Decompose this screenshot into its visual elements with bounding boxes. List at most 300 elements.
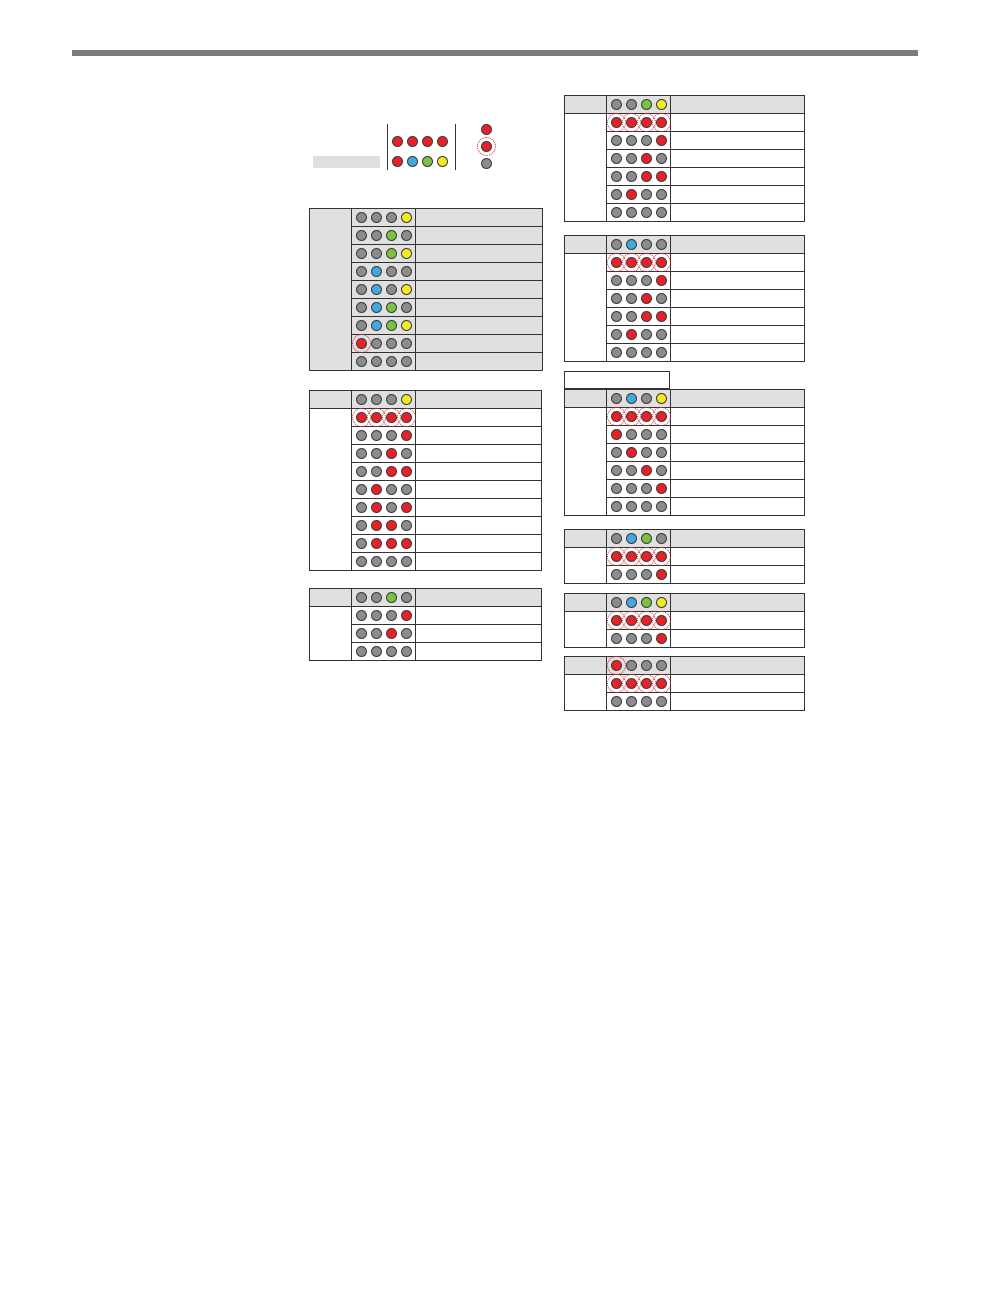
led-off-icon: [626, 99, 637, 110]
led-off-icon: [656, 153, 667, 164]
led-off-icon: [611, 597, 622, 608]
led-green-icon: [386, 302, 397, 313]
table-row: [310, 409, 542, 427]
led-off-icon: [626, 293, 637, 304]
led-pattern-cell: [607, 254, 671, 272]
led-off-icon: [401, 302, 412, 313]
led-group-table-7: [564, 529, 805, 584]
led-off-icon: [656, 447, 667, 458]
led-off-icon: [386, 610, 397, 621]
led-off-icon: [611, 99, 622, 110]
led-pattern-cell: [607, 290, 671, 308]
group-label-cell: [565, 612, 607, 648]
led-yellow-icon: [656, 393, 667, 404]
led-flashing-red-icon: [611, 551, 622, 562]
led-pattern-cell: [352, 335, 416, 353]
led-off-icon: [371, 248, 382, 259]
led-green-icon: [386, 592, 397, 603]
legend-divider-left: [387, 124, 388, 170]
led-blue-icon: [371, 302, 382, 313]
led-off-icon: [386, 212, 397, 223]
led-off-icon: [356, 394, 367, 405]
led-off-icon: [641, 135, 652, 146]
led-off-icon: [611, 569, 622, 580]
table-header-row: [310, 209, 543, 227]
description-cell: [416, 353, 543, 371]
led-off-icon: [656, 660, 667, 671]
led-flashing-red-icon: [611, 660, 622, 671]
led-off-icon: [626, 429, 637, 440]
led-green-icon: [641, 99, 652, 110]
led-pattern-cell: [607, 326, 671, 344]
led-off-icon: [371, 230, 382, 241]
led-group-table-1: [309, 208, 543, 371]
led-off-icon: [386, 646, 397, 657]
led-red-icon: [392, 156, 403, 167]
led-off-icon: [641, 483, 652, 494]
led-off-icon: [611, 393, 622, 404]
led-off-icon: [401, 338, 412, 349]
led-group-table-5: [564, 235, 805, 362]
led-flashing-red-icon: [356, 338, 367, 349]
description-cell: [416, 499, 542, 517]
group-label-cell: [565, 96, 607, 114]
led-pattern-cell: [607, 408, 671, 426]
description-cell: [671, 132, 805, 150]
led-red-icon: [371, 520, 382, 531]
led-off-icon: [641, 569, 652, 580]
led-pattern-cell: [352, 391, 416, 409]
led-off-icon: [356, 448, 367, 459]
led-off-icon: [626, 135, 637, 146]
led-off-icon: [656, 347, 667, 358]
led-off-icon: [356, 320, 367, 331]
led-red-icon: [611, 429, 622, 440]
led-off-icon: [401, 592, 412, 603]
led-red-icon: [386, 520, 397, 531]
led-red-icon: [656, 569, 667, 580]
group-label-cell: [565, 114, 607, 222]
led-red-icon: [371, 538, 382, 549]
led-pattern-cell: [607, 480, 671, 498]
led-off-icon: [401, 448, 412, 459]
led-flashing-red-icon: [481, 141, 492, 152]
led-off-icon: [641, 660, 652, 671]
led-off-icon: [356, 592, 367, 603]
description-cell: [416, 481, 542, 499]
table-spacer: [564, 371, 670, 389]
description-cell: [671, 308, 805, 326]
led-flashing-red-icon: [401, 412, 412, 423]
description-cell: [671, 168, 805, 186]
description-cell: [416, 227, 543, 245]
led-flashing-red-icon: [611, 257, 622, 268]
led-red-icon: [656, 311, 667, 322]
led-red-icon: [401, 538, 412, 549]
led-off-icon: [656, 533, 667, 544]
led-flashing-red-icon: [656, 678, 667, 689]
led-red-icon: [641, 311, 652, 322]
led-off-icon: [611, 135, 622, 146]
led-pattern-cell: [352, 553, 416, 571]
led-off-icon: [656, 329, 667, 340]
led-red-icon: [386, 448, 397, 459]
led-pattern-cell: [352, 299, 416, 317]
legend-led-row-1: [392, 136, 448, 147]
description-cell: [416, 463, 542, 481]
led-off-icon: [386, 502, 397, 513]
led-off-icon: [626, 275, 637, 286]
led-pattern-cell: [607, 612, 671, 630]
led-off-icon: [356, 284, 367, 295]
description-cell: [671, 498, 805, 516]
led-flashing-red-icon: [641, 551, 652, 562]
led-off-icon: [356, 520, 367, 531]
led-flashing-red-icon: [611, 117, 622, 128]
led-red-icon: [641, 153, 652, 164]
led-off-icon: [626, 347, 637, 358]
led-off-icon: [611, 483, 622, 494]
led-off-icon: [611, 275, 622, 286]
led-yellow-icon: [401, 320, 412, 331]
led-red-icon: [656, 483, 667, 494]
table-header-row: [565, 657, 805, 675]
led-pattern-cell: [607, 308, 671, 326]
led-off-icon: [611, 239, 622, 250]
led-flashing-red-icon: [641, 678, 652, 689]
description-cell: [416, 535, 542, 553]
table-row: [565, 254, 805, 272]
led-off-icon: [356, 230, 367, 241]
group-label-cell: [565, 548, 607, 584]
led-off-icon: [371, 430, 382, 441]
led-off-icon: [356, 430, 367, 441]
led-pattern-cell: [352, 517, 416, 535]
led-off-icon: [401, 556, 412, 567]
led-flashing-red-icon: [611, 411, 622, 422]
led-off-icon: [611, 293, 622, 304]
led-off-icon: [401, 266, 412, 277]
led-pattern-cell: [352, 625, 416, 643]
description-cell: [416, 643, 542, 661]
description-cell: [671, 462, 805, 480]
led-off-icon: [656, 293, 667, 304]
led-flashing-red-icon: [626, 551, 637, 562]
description-cell: [671, 290, 805, 308]
led-pattern-cell: [352, 227, 416, 245]
led-pattern-cell: [352, 317, 416, 335]
led-pattern-cell: [352, 353, 416, 371]
led-off-icon: [401, 356, 412, 367]
led-pattern-cell: [352, 281, 416, 299]
led-off-icon: [371, 610, 382, 621]
led-pattern-cell: [352, 643, 416, 661]
led-pattern-cell: [607, 168, 671, 186]
led-blue-icon: [371, 266, 382, 277]
led-off-icon: [401, 520, 412, 531]
led-blue-icon: [626, 533, 637, 544]
description-cell: [416, 427, 542, 445]
led-pattern-cell: [352, 607, 416, 625]
description-cell: [416, 445, 542, 463]
led-yellow-icon: [401, 284, 412, 295]
led-off-icon: [611, 447, 622, 458]
description-cell: [416, 317, 543, 335]
led-red-icon: [401, 430, 412, 441]
led-red-icon: [626, 189, 637, 200]
led-flashing-red-icon: [656, 117, 667, 128]
led-pattern-cell: [352, 427, 416, 445]
led-off-icon: [371, 338, 382, 349]
led-flashing-red-icon: [386, 412, 397, 423]
table-row: [565, 675, 805, 693]
led-off-icon: [356, 248, 367, 259]
led-pattern-cell: [352, 263, 416, 281]
led-pattern-cell: [352, 463, 416, 481]
led-off-icon: [356, 266, 367, 277]
led-red-icon: [371, 484, 382, 495]
table-row: [310, 607, 542, 625]
led-off-icon: [626, 660, 637, 671]
led-red-icon: [626, 329, 637, 340]
group-label-cell: [310, 409, 352, 571]
led-off-icon: [626, 171, 637, 182]
description-cell: [671, 480, 805, 498]
description-cell: [416, 299, 543, 317]
description-cell: [671, 612, 805, 630]
led-blue-icon: [626, 597, 637, 608]
group-label-cell: [565, 657, 607, 675]
led-group-table-2: [309, 390, 542, 571]
led-pattern-cell: [607, 390, 671, 408]
led-flashing-red-icon: [656, 411, 667, 422]
led-flashing-red-icon: [641, 411, 652, 422]
led-pattern-cell: [352, 409, 416, 427]
group-label-cell: [565, 236, 607, 254]
led-off-icon: [356, 302, 367, 313]
led-flashing-red-icon: [656, 257, 667, 268]
led-yellow-icon: [437, 156, 448, 167]
description-cell: [416, 209, 543, 227]
description-cell: [671, 186, 805, 204]
led-flashing-red-icon: [611, 615, 622, 626]
led-off-icon: [371, 646, 382, 657]
led-off-icon: [356, 484, 367, 495]
led-pattern-cell: [352, 209, 416, 227]
led-pattern-cell: [607, 693, 671, 711]
description-cell: [671, 548, 805, 566]
description-cell: [671, 444, 805, 462]
description-cell: [671, 390, 805, 408]
led-group-table-3: [309, 588, 542, 661]
led-off-icon: [626, 153, 637, 164]
led-blue-icon: [371, 284, 382, 295]
led-pattern-cell: [607, 236, 671, 254]
led-yellow-icon: [656, 597, 667, 608]
led-off-icon: [371, 212, 382, 223]
led-off-icon: [356, 556, 367, 567]
led-pattern-cell: [607, 657, 671, 675]
led-red-icon: [437, 136, 448, 147]
group-label-cell: [310, 391, 352, 409]
led-off-icon: [611, 329, 622, 340]
table-row: [565, 548, 805, 566]
led-off-icon: [356, 502, 367, 513]
led-red-icon: [656, 275, 667, 286]
table-header-row: [565, 530, 805, 548]
led-off-icon: [386, 266, 397, 277]
group-label-cell: [565, 675, 607, 711]
led-blue-icon: [626, 393, 637, 404]
led-off-icon: [626, 465, 637, 476]
led-off-icon: [656, 465, 667, 476]
led-off-icon: [611, 171, 622, 182]
led-flashing-red-icon: [626, 615, 637, 626]
description-cell: [671, 326, 805, 344]
led-flashing-red-icon: [626, 257, 637, 268]
led-off-icon: [386, 394, 397, 405]
led-off-icon: [371, 466, 382, 477]
led-off-icon: [386, 338, 397, 349]
led-green-icon: [641, 533, 652, 544]
led-yellow-icon: [401, 212, 412, 223]
led-pattern-cell: [607, 96, 671, 114]
led-pattern-cell: [607, 444, 671, 462]
led-off-icon: [611, 501, 622, 512]
led-pattern-cell: [607, 462, 671, 480]
description-cell: [671, 693, 805, 711]
led-off-icon: [481, 158, 492, 169]
led-green-icon: [386, 320, 397, 331]
table-header-row: [565, 390, 805, 408]
description-cell: [671, 657, 805, 675]
led-off-icon: [401, 628, 412, 639]
led-off-icon: [386, 284, 397, 295]
led-pattern-cell: [607, 114, 671, 132]
description-cell: [416, 263, 543, 281]
led-red-icon: [481, 124, 492, 135]
description-cell: [671, 630, 805, 648]
led-off-icon: [371, 448, 382, 459]
led-red-icon: [386, 466, 397, 477]
table-header-row: [310, 589, 542, 607]
led-off-icon: [401, 230, 412, 241]
led-flashing-red-icon: [641, 117, 652, 128]
top-rule: [72, 50, 918, 56]
description-cell: [671, 204, 805, 222]
description-cell: [671, 96, 805, 114]
description-cell: [416, 335, 543, 353]
led-off-icon: [626, 501, 637, 512]
led-off-icon: [611, 153, 622, 164]
legend-divider-right: [455, 124, 456, 170]
led-off-icon: [356, 212, 367, 223]
led-off-icon: [356, 610, 367, 621]
led-off-icon: [386, 430, 397, 441]
description-cell: [416, 245, 543, 263]
legend-label-box: [313, 156, 380, 168]
led-off-icon: [386, 556, 397, 567]
group-label-cell: [565, 390, 607, 408]
led-off-icon: [386, 356, 397, 367]
led-red-icon: [641, 465, 652, 476]
led-pattern-cell: [352, 589, 416, 607]
led-off-icon: [611, 633, 622, 644]
led-group-table-6: [564, 389, 805, 516]
led-off-icon: [401, 646, 412, 657]
led-yellow-icon: [401, 248, 412, 259]
led-red-icon: [656, 171, 667, 182]
led-off-icon: [611, 533, 622, 544]
led-red-icon: [641, 171, 652, 182]
led-off-icon: [356, 628, 367, 639]
description-cell: [671, 408, 805, 426]
description-cell: [671, 594, 805, 612]
led-off-icon: [641, 189, 652, 200]
led-off-icon: [611, 347, 622, 358]
led-off-icon: [611, 465, 622, 476]
led-off-icon: [626, 207, 637, 218]
led-pattern-cell: [352, 445, 416, 463]
description-cell: [416, 391, 542, 409]
led-off-icon: [641, 429, 652, 440]
led-pattern-cell: [607, 675, 671, 693]
led-flashing-red-icon: [611, 678, 622, 689]
led-off-icon: [626, 311, 637, 322]
led-group-table-9: [564, 656, 805, 711]
led-off-icon: [641, 393, 652, 404]
group-label-cell: [310, 209, 352, 371]
led-pattern-cell: [352, 245, 416, 263]
led-pattern-cell: [607, 594, 671, 612]
led-pattern-cell: [607, 186, 671, 204]
led-pattern-cell: [607, 566, 671, 584]
led-off-icon: [371, 356, 382, 367]
led-red-icon: [386, 538, 397, 549]
led-green-icon: [386, 248, 397, 259]
led-pattern-cell: [607, 530, 671, 548]
led-red-icon: [392, 136, 403, 147]
led-flashing-red-icon: [626, 678, 637, 689]
table-row: [565, 114, 805, 132]
description-cell: [671, 566, 805, 584]
led-yellow-icon: [401, 394, 412, 405]
led-off-icon: [656, 696, 667, 707]
led-pattern-cell: [607, 498, 671, 516]
description-cell: [416, 553, 542, 571]
led-off-icon: [641, 207, 652, 218]
group-label-cell: [565, 530, 607, 548]
led-off-icon: [641, 633, 652, 644]
led-off-icon: [641, 329, 652, 340]
led-red-icon: [422, 136, 433, 147]
led-pattern-cell: [607, 548, 671, 566]
led-off-icon: [356, 356, 367, 367]
led-off-icon: [626, 483, 637, 494]
table-header-row: [565, 236, 805, 254]
led-yellow-icon: [656, 99, 667, 110]
led-off-icon: [401, 484, 412, 495]
led-off-icon: [356, 538, 367, 549]
led-group-table-8: [564, 593, 805, 648]
led-off-icon: [611, 311, 622, 322]
led-off-icon: [656, 207, 667, 218]
description-cell: [671, 114, 805, 132]
led-off-icon: [641, 501, 652, 512]
group-label-cell: [565, 408, 607, 516]
led-off-icon: [656, 429, 667, 440]
led-off-icon: [371, 394, 382, 405]
